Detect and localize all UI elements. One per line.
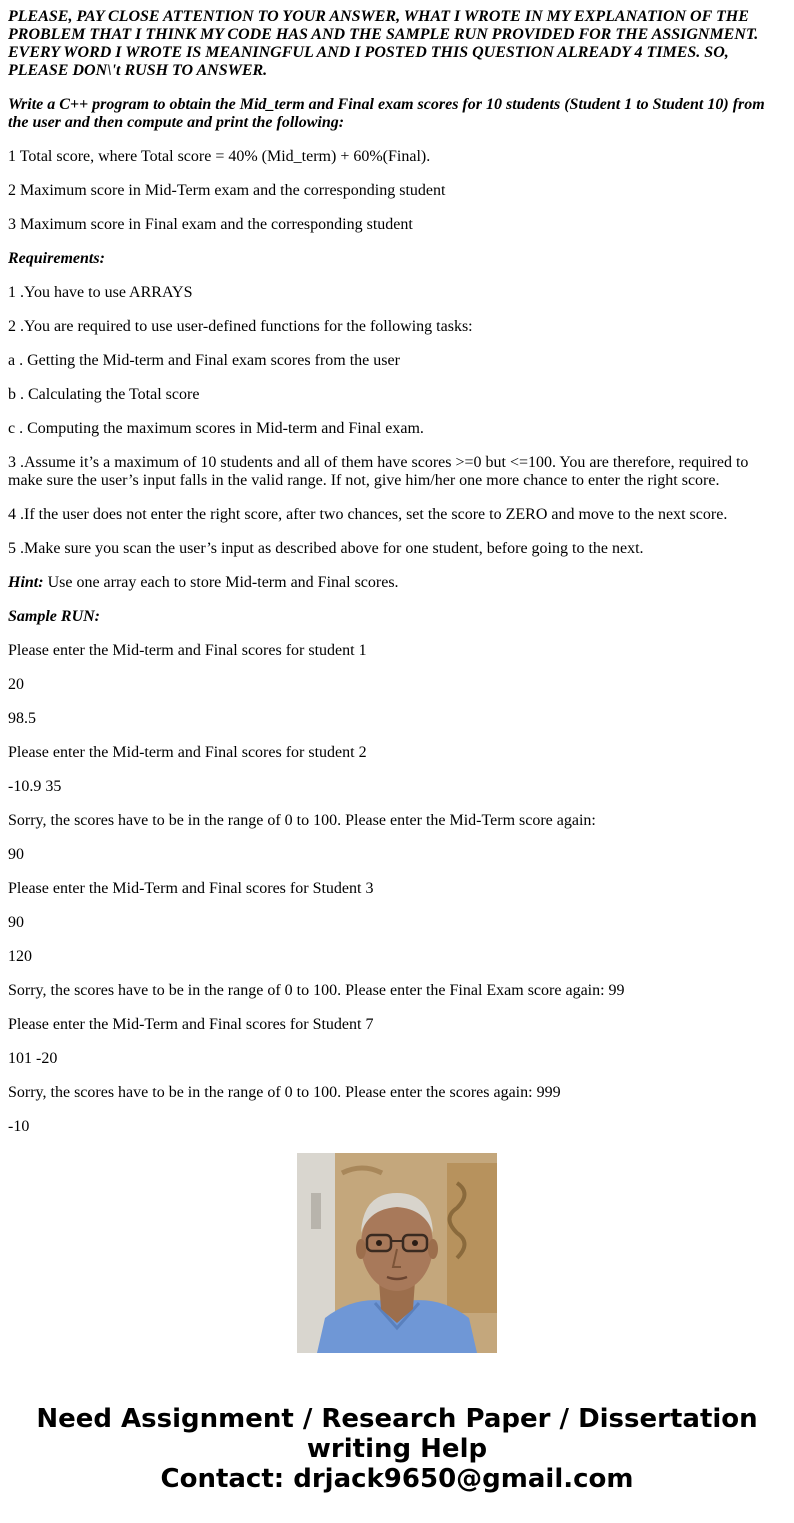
sample-run-line: Sorry, the scores have to be in the range of 0 to 100. Please enter the Final Exam score again: 99: [8, 982, 625, 999]
author-portrait: [297, 1153, 497, 1353]
question-task: Write a C++ program to obtain the Mid_term and Final exam scores for 10 students (Student 1 to Student 10) from the user and then compute and print the following:: [8, 96, 765, 131]
requirement-item: c . Computing the maximum scores in Mid-term and Final exam.: [8, 420, 424, 437]
output-item: 2 Maximum score in Mid-Term exam and the corresponding student: [8, 182, 446, 199]
sample-run-line: Please enter the Mid-Term and Final scores for Student 3: [8, 880, 374, 897]
requirement-item: 1 .You have to use ARRAYS: [8, 284, 193, 301]
requirement-item: 2 .You are required to use user-defined functions for the following tasks:: [8, 318, 473, 335]
sample-run-heading: Sample RUN:: [8, 608, 100, 625]
sample-run-line: 120: [8, 948, 32, 965]
sample-run-line: Sorry, the scores have to be in the range of 0 to 100. Please enter the scores again: 999: [8, 1084, 561, 1101]
requirements-heading: Requirements:: [8, 250, 105, 267]
sample-run-line: Please enter the Mid-term and Final scores for student 1: [8, 642, 367, 659]
sample-run-line: Please enter the Mid-term and Final scores for student 2: [8, 744, 367, 761]
sample-run-line: 101 -20: [8, 1050, 58, 1067]
sample-run-line: 98.5: [8, 710, 36, 727]
requirement-item: 5 .Make sure you scan the user’s input as described above for one student, before going to the next.: [8, 540, 644, 557]
question-document: [8, 8, 778, 1135]
output-item: 1 Total score, where Total score = 40% (Mid_term) + 60%(Final).: [8, 148, 431, 165]
author-avatar: [297, 1153, 497, 1353]
sample-run-line: 90: [8, 846, 24, 863]
sample-run-line: 90: [8, 914, 24, 931]
hint-paragraph: [8, 574, 778, 592]
sample-run-line: -10: [8, 1118, 30, 1135]
hint-label: Hint:: [8, 574, 44, 591]
sample-run-line: 20: [8, 676, 24, 693]
sample-run-line: Sorry, the scores have to be in the range of 0 to 100. Please enter the Mid-Term score again:: [8, 812, 596, 829]
promo-line: Need Assignment / Research Paper / Dissertation: [36, 1404, 758, 1434]
question-intro: PLEASE, PAY CLOSE ATTENTION TO YOUR ANSWER, WHAT I WROTE IN MY EXPLANATION OF THE PROBLEM THAT I THINK MY CODE HAS AND THE SAMPLE RUN PROVIDED FOR THE ASSIGNMENT. EVERY WORD I WROTE IS MEANINGFUL AND I POSTED THIS QUESTION ALREADY 4 TIMES. SO, PLEASE DON\'t RUSH TO ANSWER.: [8, 8, 759, 79]
requirement-item: b . Calculating the Total score: [8, 386, 200, 403]
sample-run-line: -10.9 35: [8, 778, 62, 795]
promo-line: writing Help: [306, 1434, 488, 1464]
requirement-item: 4 .If the user does not enter the right score, after two chances, set the score to ZERO and move to the next score.: [8, 506, 728, 523]
hint-text: Use one array each to store Mid-term and Final scores.: [43, 574, 399, 591]
requirement-item: a . Getting the Mid-term and Final exam scores from the user: [8, 352, 400, 369]
requirement-item: 3 .Assume it’s a maximum of 10 students and all of them have scores >=0 but <=100. You are therefore, required to make sure the user’s input falls in the valid range. If not, give him/her one more chance to enter the right score.: [8, 454, 749, 489]
promo-banner: [0, 1404, 794, 1494]
promo-contact: Contact: drjack9650@gmail.com: [160, 1464, 634, 1494]
output-item: 3 Maximum score in Final exam and the corresponding student: [8, 216, 413, 233]
sample-run-line: Please enter the Mid-Term and Final scores for Student 7: [8, 1016, 374, 1033]
